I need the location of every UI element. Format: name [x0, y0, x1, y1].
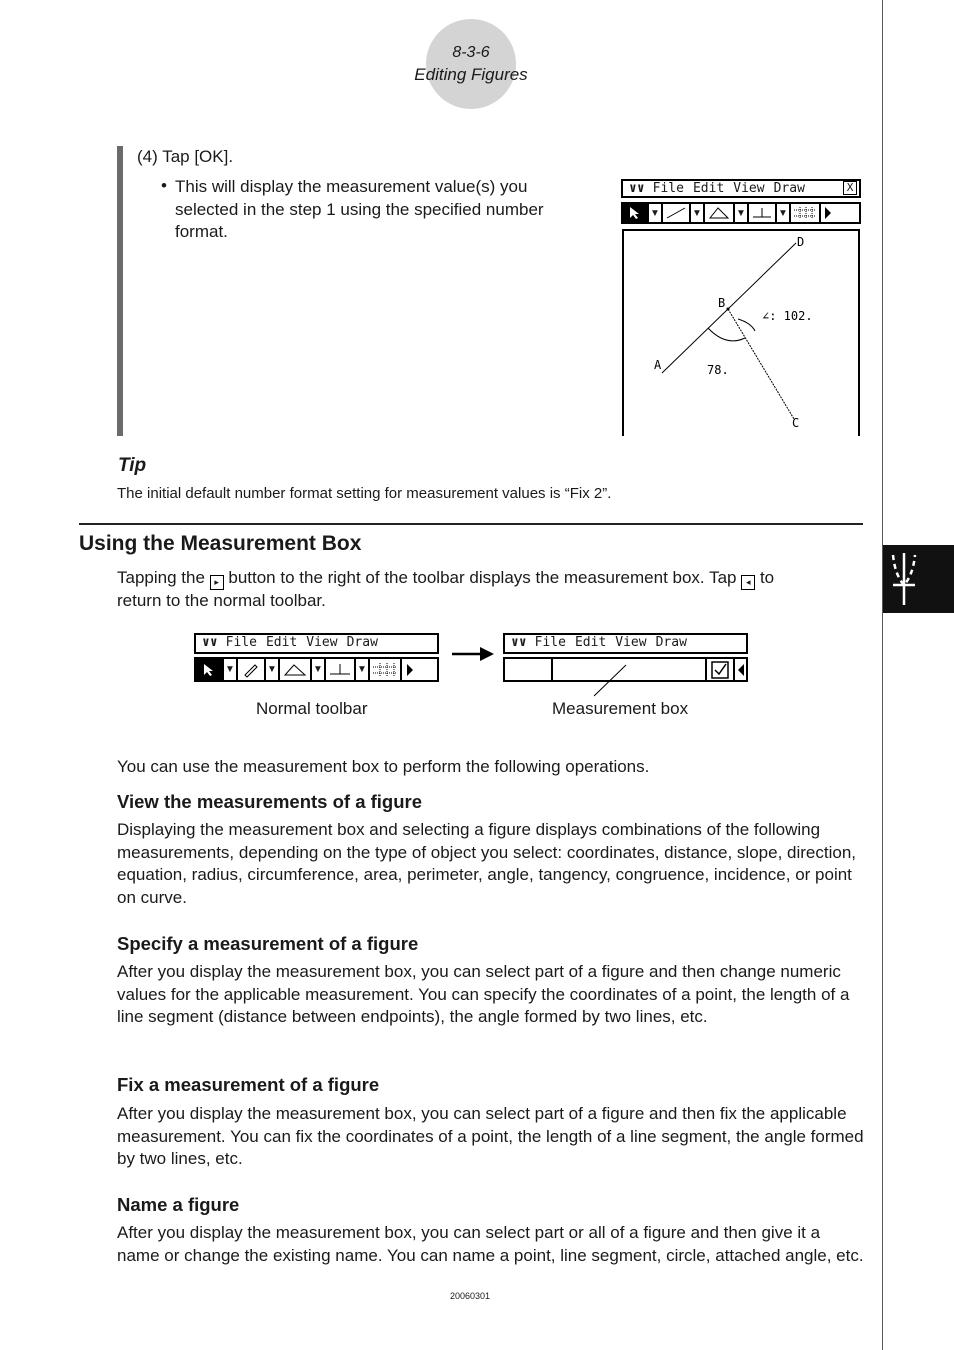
footer-code: 20060301: [449, 1291, 491, 1301]
dropdown-icon: ▼: [312, 659, 326, 680]
point-c-label: C: [792, 416, 800, 430]
triangle-tool-icon: [280, 659, 312, 680]
subsection-title: View the measurements of a figure: [117, 791, 423, 812]
point-a-label: A: [654, 358, 662, 372]
line-tool-icon[interactable]: [663, 204, 691, 222]
normal-toolbar: [194, 657, 439, 682]
menu-edit[interactable]: Edit: [692, 181, 725, 196]
menu-draw: Draw: [346, 635, 378, 650]
pen-tool-icon: [238, 659, 266, 680]
calc-menubar: [621, 179, 861, 198]
right-arrow-icon[interactable]: [821, 204, 835, 222]
left-arrow-icon: ◂: [741, 575, 755, 590]
menu-file: File: [225, 635, 257, 650]
dropdown-icon: ▼: [224, 659, 238, 680]
step-heading: (4) Tap [OK].: [137, 147, 234, 166]
callout-line: [590, 662, 630, 698]
subsection-text: After you display the measurement box, you can select part of a figure and then fix the applicable measurement. You can fix the coordinates of a point, the length of a line segment, the angle formed by two lines, etc.: [117, 1104, 864, 1169]
calc-toolbar: [621, 202, 861, 224]
margin-rule: [882, 0, 883, 1350]
dropdown-icon: ▼: [356, 659, 370, 680]
menu-caret-icon: ∨∨: [511, 635, 527, 650]
chapter-tab: [883, 545, 954, 613]
intro-paragraph: [117, 567, 867, 613]
menu-edit: Edit: [265, 635, 298, 650]
geometry-figure: [624, 231, 858, 436]
operations-intro: You can use the measurement box to perform the following operations.: [117, 757, 650, 776]
angle-measure-label: ∠: 102.: [762, 309, 813, 323]
grid-tool-icon: [370, 659, 402, 680]
section-heading: Using the Measurement Box: [79, 532, 362, 555]
menu-draw: Draw: [655, 635, 687, 650]
menu-file[interactable]: File: [652, 181, 684, 196]
bullet-mark: •: [161, 176, 167, 195]
select-tool-icon[interactable]: [623, 204, 649, 222]
bullet-text: This will display the measurement value(s) you selected in the step 1 using the specified number format.: [175, 177, 544, 241]
normal-toolbar-caption: Normal toolbar: [256, 699, 368, 718]
intro-text-4: return to the normal toolbar.: [117, 591, 326, 610]
subsection-text: After you display the measurement box, you can select part or all of a figure and then give it a name or change the existing name. You can name a point, line segment, circle, attached angle, etc.: [117, 1223, 864, 1265]
menu-view: View: [306, 635, 338, 650]
point-d-label: D: [797, 235, 805, 249]
normal-menubar: [194, 633, 439, 654]
tip-text: The initial default number format setting for measurement values is “Fix 2”.: [117, 485, 612, 502]
left-arrow-icon[interactable]: [733, 659, 746, 680]
geometry-screen[interactable]: [622, 229, 860, 436]
menu-caret-icon[interactable]: ∨∨: [629, 181, 645, 196]
dropdown-icon[interactable]: ▼: [649, 204, 663, 222]
header-circle: [426, 19, 516, 109]
menu-caret-icon: ∨∨: [202, 635, 218, 650]
grid-tool-icon[interactable]: [791, 204, 821, 222]
subsection-title: Name a figure: [117, 1194, 240, 1215]
intro-text-2: button to the right of the toolbar displays the measurement box. Tap: [228, 568, 737, 587]
perpendicular-tool-icon[interactable]: [749, 204, 777, 222]
geometry-chapter-icon: [883, 545, 954, 613]
intro-text-3: to: [759, 568, 775, 587]
dropdown-icon[interactable]: ▼: [691, 204, 705, 222]
menu-draw[interactable]: Draw: [773, 181, 805, 196]
menu-file: File: [534, 635, 566, 650]
measurement-box-caption: Measurement box: [552, 699, 689, 718]
point-b-label: B: [718, 296, 726, 310]
dropdown-icon: ▼: [266, 659, 280, 680]
tip-label: Tip: [118, 455, 147, 476]
checkbox-icon[interactable]: [707, 659, 733, 680]
right-arrow-icon: [402, 659, 417, 680]
dropdown-icon[interactable]: ▼: [735, 204, 749, 222]
close-icon[interactable]: X: [843, 181, 857, 195]
step-bar: [117, 146, 123, 436]
subsection-title: Specify a measurement of a figure: [117, 933, 419, 954]
measure-type-box[interactable]: [505, 659, 553, 680]
triangle-tool-icon[interactable]: [705, 204, 735, 222]
transition-arrow-icon: [450, 644, 496, 664]
section-number: 8-3-6: [452, 44, 490, 61]
dropdown-icon[interactable]: ▼: [777, 204, 791, 222]
right-arrow-icon: ▸: [210, 575, 224, 590]
menu-edit: Edit: [574, 635, 607, 650]
subsection-text: Displaying the measurement box and selecting a figure displays combinations of the following measurements, depending on the type of object you select: coordinates, distance, slope, direction, equation, radius, circumference, area, perimeter, angle, tangency, congruence, incidence, or point on curve.: [117, 820, 857, 907]
section-title: Editing Figures: [414, 65, 528, 84]
select-tool-icon: [196, 659, 224, 680]
measure-menubar: [503, 633, 748, 654]
angle-value-label: 78.: [707, 363, 729, 377]
intro-text-1: Tapping the: [117, 568, 205, 587]
subsection-title: Fix a measurement of a figure: [117, 1074, 380, 1095]
menu-view: View: [615, 635, 647, 650]
subsection-text: After you display the measurement box, you can select part of a figure and then change numeric values for the applicable measurement. You can specify the coordinates of a point, the length of a line segment (distance between endpoints), the angle formed by two lines, etc.: [117, 962, 850, 1027]
measurement-box[interactable]: [553, 659, 707, 680]
section-divider: [79, 523, 863, 525]
perpendicular-tool-icon: [326, 659, 356, 680]
menu-view[interactable]: View: [733, 181, 765, 196]
